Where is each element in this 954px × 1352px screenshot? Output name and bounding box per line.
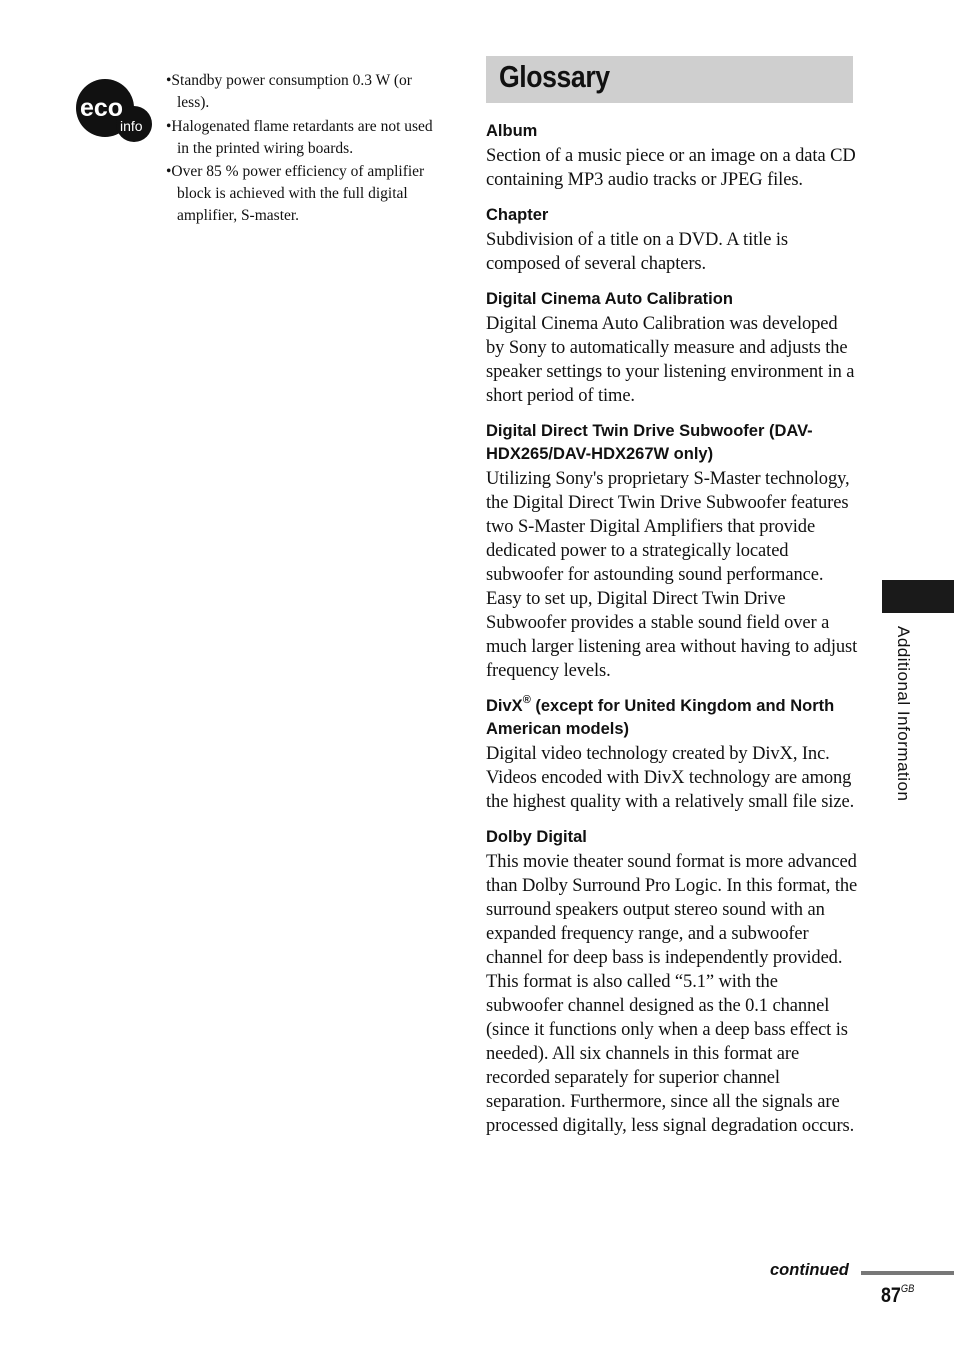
glossary-entries <box>486 120 858 1150</box>
eco-logo-sub: info <box>120 118 143 134</box>
eco-info-icon <box>76 78 154 144</box>
glossary-definition: Digital video technology created by DivX, Inc. Videos encoded with DivX technology are among the highest quality with a relatively small file size. <box>486 744 855 812</box>
section-tab-marker <box>882 580 954 613</box>
glossary-term-prefix: DivX <box>486 697 523 715</box>
page-number-value: 87 <box>881 1284 901 1307</box>
glossary-entry <box>486 826 858 1138</box>
glossary-definition: Subdivision of a title on a DVD. A title is composed of several chapters. <box>486 230 788 274</box>
eco-feature-item: •Halogenated flame retardants are not used in the printed wiring boards. <box>166 117 433 157</box>
glossary-term: Album <box>486 122 538 140</box>
eco-feature-item: •Standby power consumption 0.3 W (or less). <box>166 72 412 111</box>
glossary-definition: This movie theater sound format is more advanced than Dolby Surround Pro Logic. In this format, the surround speakers output stereo sound with an expanded frequency range, and a subwoofer channel for deep bass is independently provided. This format is also called “5.1” with the subwoofer channel designed as the 0.1 channel (since it functions only when a deep bass effect is needed). All six channels in this format are recorded separately for superior channel separation. Furthermore, since all the signals are processed digitally, less signal degradation occurs. <box>486 852 858 1136</box>
continued-label: continued <box>770 1261 849 1279</box>
glossary-entry <box>486 204 858 276</box>
eco-feature-item: •Over 85 % power efficiency of amplifier block is achieved with the full digital amplifier, S-master. <box>166 163 425 224</box>
eco-features-list <box>166 70 444 229</box>
glossary-definition: Section of a music piece or an image on a data CD containing MP3 audio tracks or JPEG files. <box>486 146 856 190</box>
glossary-entry <box>486 420 858 683</box>
page-number-suffix: GB <box>900 1283 915 1295</box>
glossary-term: Chapter <box>486 206 549 224</box>
glossary-term-suffix: (except for United Kingdom and North American models) <box>486 697 835 738</box>
glossary-term <box>486 695 858 741</box>
glossary-term: Digital Cinema Auto Calibration <box>486 290 733 308</box>
page-title: Glossary <box>499 59 610 94</box>
section-tab-label: Additional Information <box>894 626 913 802</box>
glossary-entry <box>486 288 858 408</box>
glossary-term: Digital Direct Twin Drive Subwoofer (DAV-HDX265/DAV-HDX267W only) <box>486 422 813 463</box>
glossary-header <box>486 56 853 103</box>
glossary-entry <box>486 120 858 192</box>
glossary-definition: Digital Cinema Auto Calibration was developed by Sony to automatically measure and adjusts the speaker settings to your listening environment in a short period of time. <box>486 314 855 406</box>
page-number <box>881 1284 914 1308</box>
registered-mark: ® <box>522 693 531 706</box>
continued-bar <box>861 1271 954 1275</box>
glossary-definition: Utilizing Sony's proprietary S-Master technology, the Digital Direct Twin Drive Subwoofer features two S-Master Digital Amplifiers that provide dedicated power to a strategically located subwoofer for astounding sound performance. Easy to set up, Digital Direct Twin Drive Subwoofer provides a stable sound field over a much larger listening area without having to adjust frequency levels. <box>486 469 858 681</box>
glossary-entry <box>486 695 858 814</box>
eco-logo-word: eco <box>80 94 124 122</box>
glossary-term: Dolby Digital <box>486 828 587 846</box>
